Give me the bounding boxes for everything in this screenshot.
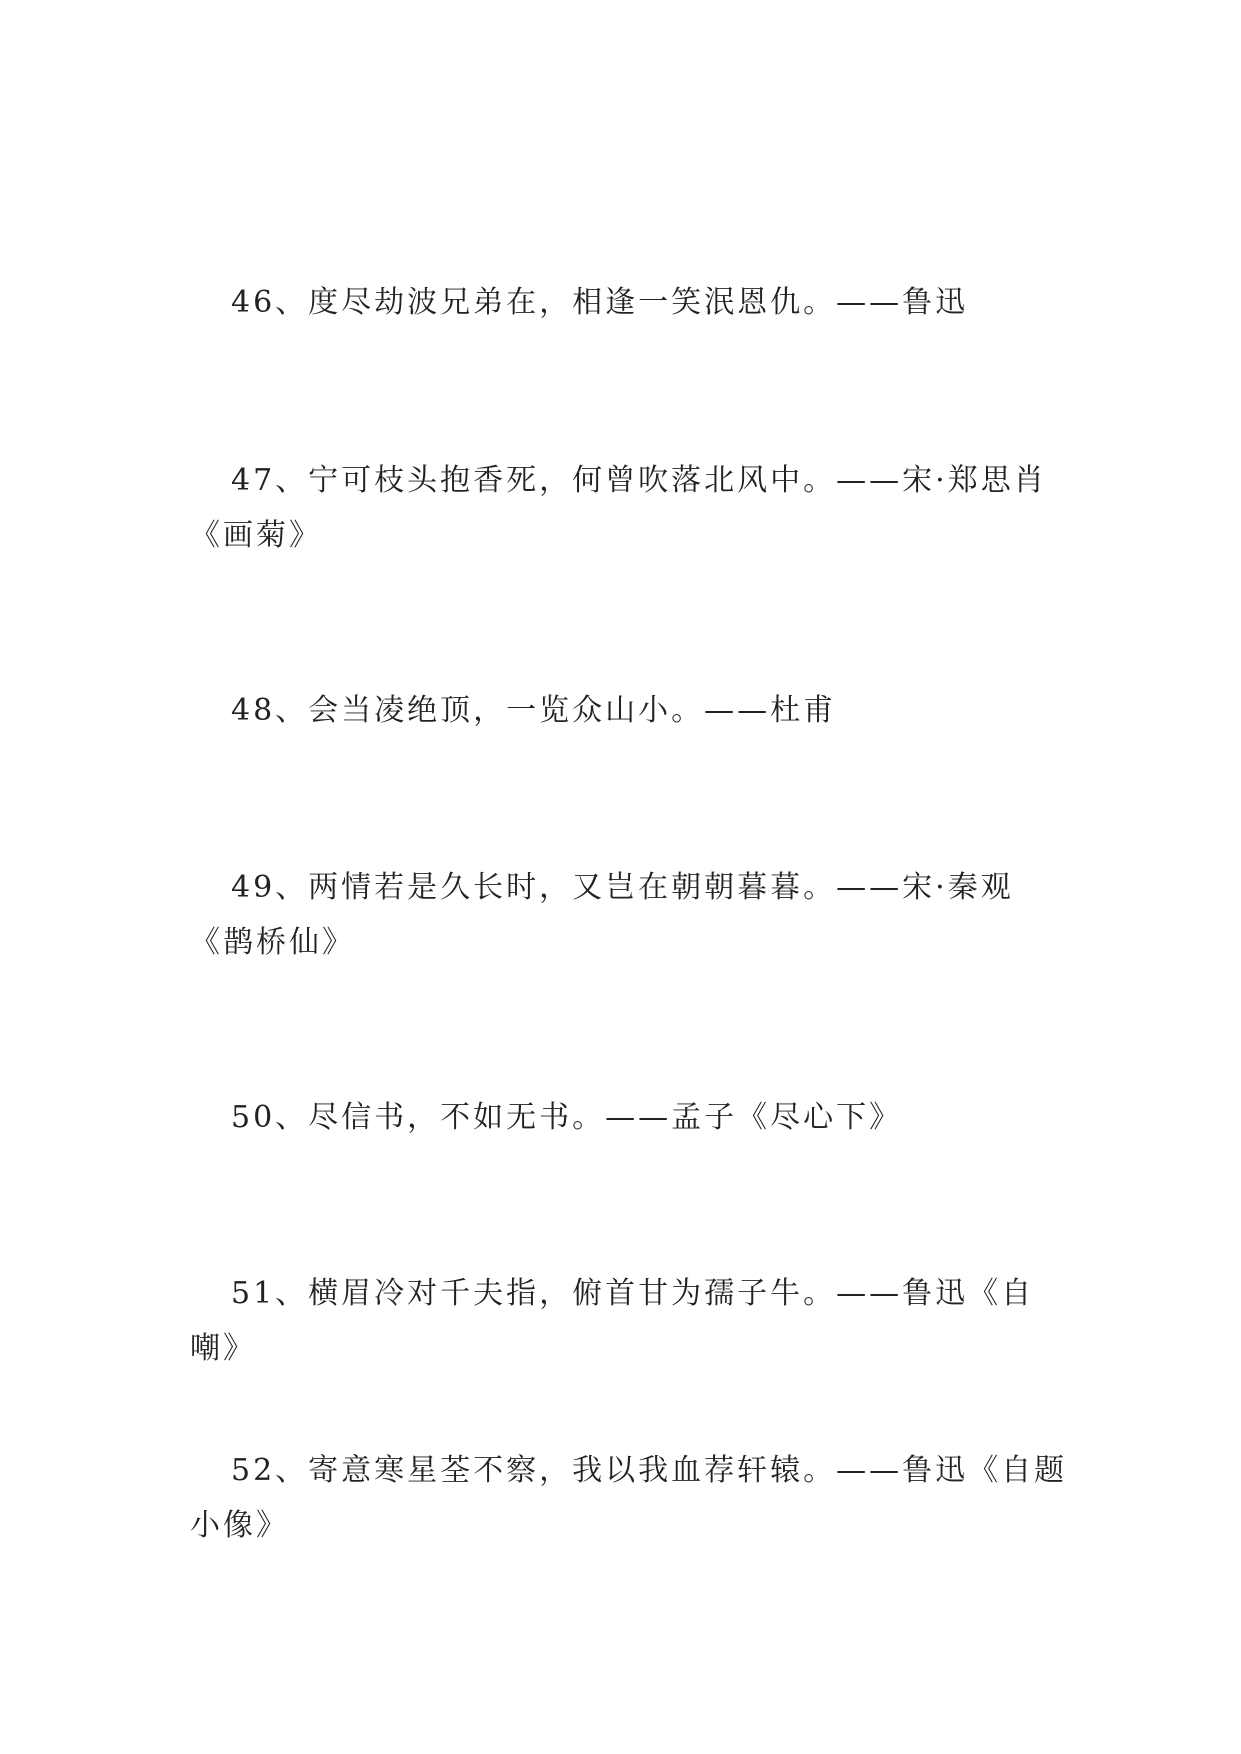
quote-47: 47、宁可枝头抱香死，何曾吹落北风中。——宋·郑思肖《画菊》 [190,463,1047,553]
quote-52: 52、寄意寒星荃不察，我以我血荐轩辕。——鲁迅《自题小像》 [190,1453,1068,1543]
quote-46: 46、度尽劫波兄弟在，相逢一笑泯恩仇。——鲁迅 [231,285,969,320]
quote-51: 51、横眉冷对千夫指，俯首甘为孺子牛。——鲁迅《自嘲》 [190,1276,1035,1366]
quote-48: 48、会当凌绝顶，一览众山小。——杜甫 [231,693,837,728]
quote-49: 49、两情若是久长时，又岂在朝朝暮暮。——宋·秦观《鹊桥仙》 [190,870,1014,960]
quote-50: 50、尽信书，不如无书。——孟子《尽心下》 [231,1100,903,1135]
